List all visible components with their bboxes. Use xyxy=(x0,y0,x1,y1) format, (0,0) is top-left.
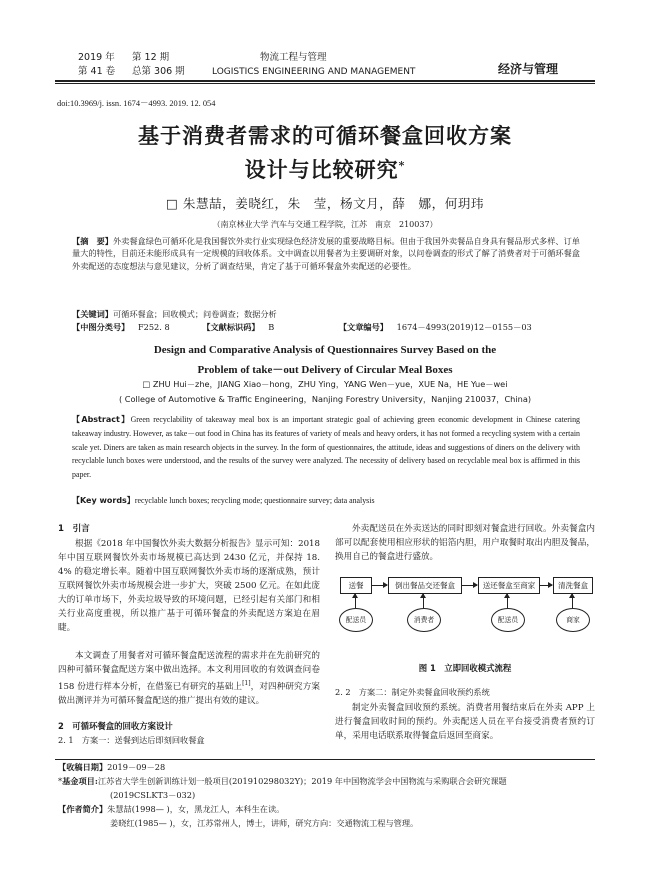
authors: □ 朱慧喆，姜晓红，朱 莹，杨文月，薛 娜，何玥玮 xyxy=(165,196,485,211)
keywords-en xyxy=(72,495,580,507)
figure-1-caption: 图 1 立即回收模式流程 xyxy=(418,663,512,673)
abstract-cn xyxy=(72,235,580,272)
fund-line1: 江苏省大学生创新训练计划一般项目(201910298032Y)；2019 年中国物流学会中国物流与采购联合会研究课题 xyxy=(97,776,507,786)
arrow-3 xyxy=(539,585,552,586)
actor-merchant: 商家 xyxy=(556,608,590,632)
abstract-en-text: Green recyclability of takeaway meal box is an important strategic goal of achieving green economic development in Chinese catering takeaway industry. However, as take－out food in China has its features of variety of meals and heavy orders, it has not formed a recycling system with a certain scale yet. Diners are taken as main research objects in the survey. In the form of questionnaires, the attitude, ideas and suggestions of diners on the delivery with recyclable lunch boxes were understood, and the results of the survey were analyzed. The necessity of delivery based on recyclable meal box is affirmed in this paper. xyxy=(72,415,580,480)
section2-2-heading: 2. 2 方案二：制定外卖餐盒回收预约系统 xyxy=(335,687,490,697)
doc-label: 【文献标识码】 xyxy=(202,322,260,332)
title-en-line1: Design and Comparative Analysis of Questionnaires Survey Based on the xyxy=(153,344,497,356)
received-date: 2019－09－28 xyxy=(107,762,166,772)
fund-label: 基金项目: xyxy=(62,776,98,786)
flow-box-return-box: 倒出餐品交还餐盒 xyxy=(388,577,462,594)
fund-line2: (2019CSLKT3－032) xyxy=(110,790,196,800)
abstract-cn-label: 【摘 要】 xyxy=(72,236,113,246)
footnote-author xyxy=(58,804,284,815)
clc-label: 【中图分类号】 xyxy=(72,322,130,332)
actor-consumer: 消费者 xyxy=(407,608,441,632)
connector-1-head xyxy=(352,593,358,598)
header-journal-en: LOGISTICS ENGINEERING AND MANAGEMENT xyxy=(212,67,416,77)
flow-box-deliver: 送餐 xyxy=(340,577,372,594)
section1-paragraph2-b: ，对四种研究方案做出测评并为可循环餐盒配送的推广提出有效的建议。 xyxy=(58,681,320,706)
fund-star: * xyxy=(58,776,63,786)
title-star: * xyxy=(398,159,406,172)
reference-1: [1] xyxy=(242,680,251,687)
header-journal-cn: 物流工程与管理 xyxy=(260,52,327,63)
section1-paragraph2 xyxy=(58,649,320,708)
keywords-cn-text: 可循环餐盒；回收模式；问卷调查；数据分析 xyxy=(112,309,277,319)
flow-box-send-to-merchant: 送还餐盒至商家 xyxy=(478,577,540,594)
flow-box-wash: 清洗餐盒 xyxy=(553,577,593,594)
footnote-rule xyxy=(55,759,595,760)
abstract-cn-text: 外卖餐盒绿色可循环化是我国餐饮外卖行业实现绿色经济发展的重要战略目标。但由于我国外卖餐品自身具有餐品形式多样、订单量大的特性，目前还未能形成具有一定规模的回收体系。文中调查以用餐者为主要调研对象，以问卷调查的形式了解了消费者对于可循环餐盒外卖配送的态度想法与意见建议，分析了调查结果，肯定了基于可循环餐盒外卖配送的必要性。 xyxy=(72,236,580,271)
actor-courier-1: 配送员 xyxy=(339,608,373,632)
header-issue: 第 12 期 xyxy=(132,52,170,63)
keywords-en-label: 【Key words】 xyxy=(72,496,135,505)
title-line2-text: 设计与比较研究 xyxy=(244,157,399,182)
figure-1 xyxy=(335,568,595,658)
author-line2: 姜晓红(1985— )，女，江苏常州人，博士，讲师，研究方向：交通物流工程与管理。 xyxy=(110,818,419,828)
header-section: 经济与管理 xyxy=(498,62,559,76)
header-volume: 第 41 卷 xyxy=(78,66,116,77)
authors-en: □ ZHU Hui－zhe，JIANG Xiao－hong，ZHU Ying，YANG Wen－yue，XUE Na，HE Yue－wei xyxy=(142,379,508,389)
section1-paragraph1: 根据《2018 年中国餐饮外卖大数据分析报告》显示可知：2018 年中国互联网餐饮外卖市场规模已高达到 2430 亿元，并保持 18. 4% 的稳定增长率。随着中国互联网餐饮外卖市场的逐渐成熟，预计互联网餐饮外卖市场规模会进一步扩大，突破 2500 亿元。在如此庞大的订单市场下，外卖垃圾导致的环境问题，已经引起有关部门和相关行业高度重视，所以推广基于可循环餐盒的外卖配送方案迫在眉睫。 xyxy=(58,539,320,633)
section2-heading: 2 可循环餐盒的回收方案设计 xyxy=(58,721,173,731)
author-line1: 朱慧喆(1998— )，女，黑龙江人，本科生在读。 xyxy=(107,804,285,814)
header-rule-thin xyxy=(55,83,595,84)
section2-1-heading: 2. 1 方案一：送餐到达后即刻回收餐盒 xyxy=(58,735,205,745)
author-label: 【作者简介】 xyxy=(58,804,108,814)
art-label: 【文章编号】 xyxy=(338,322,388,332)
art-number: 1674－4993(2019)12－0155－03 xyxy=(396,322,532,332)
clc-code: F252. 8 xyxy=(137,322,170,332)
header-year: 2019 年 xyxy=(78,52,115,63)
title-line2 xyxy=(0,154,650,184)
abstract-en-label: 【Abstract】 xyxy=(72,415,131,424)
received-label: 【收稿日期】 xyxy=(58,762,108,772)
footnote-received xyxy=(58,762,165,773)
arrow-2 xyxy=(461,585,477,586)
actor-courier-2: 配送员 xyxy=(491,608,525,632)
footnote-fund xyxy=(58,776,598,787)
keywords-en-text: recyclable lunch boxes; recycling mode; questionnaire survey; data analysis xyxy=(134,496,375,505)
right-paragraph1: 外卖配送员在外卖送达的同时即刻对餐盒进行回收。外卖餐盒内部可以配套使用相应形状的铝箔内胆，用户取餐时取出内胆及餐品，换用自己的餐盒进行盛放。 xyxy=(335,524,595,562)
section1-heading: 1 引言 xyxy=(58,524,90,534)
doi: doi:10.3969/j. issn. 1674－4993. 2019. 12. 054 xyxy=(57,99,216,108)
classification-row xyxy=(72,322,580,333)
section1-paragraph2-a: 本文调查了用餐者对可循环餐盒配送流程的需求并在先前研究的四种可循环餐盒配送方案中做出选择。本文利用回收的有效调查问卷 158 份进行样本分析，在借鉴已有研究的基础上 xyxy=(58,651,320,692)
keywords-cn xyxy=(72,308,580,320)
abstract-en xyxy=(72,413,580,482)
title-line1: 基于消费者需求的可循环餐盒回收方案 xyxy=(138,123,512,148)
header-total-issue: 总第 306 期 xyxy=(132,66,185,77)
connector-2-head xyxy=(420,593,426,598)
affiliation-en: ( College of Automotive & Traffic Engineering，Nanjing Forestry University，Nanjing 210037，China) xyxy=(118,394,532,404)
affiliation: （南京林业大学 汽车与交通工程学院，江苏 南京 210037） xyxy=(212,220,438,229)
right-paragraph2: 制定外卖餐盒回收预约系统。消费者用餐结束后在外卖 APP 上进行餐盒回收时间的预约。外卖配送人员在平台接受消费者预约订单，采用电话联系取得餐盒后返回至商家。 xyxy=(335,703,595,741)
header-rule xyxy=(55,80,595,82)
doc-code: B xyxy=(268,322,275,332)
connector-3-head xyxy=(504,593,510,598)
arrow-1 xyxy=(371,585,387,586)
connector-4-head xyxy=(569,593,575,598)
title-en-line2: Problem of take－out Delivery of Circular Meal Boxes xyxy=(197,364,453,376)
keywords-cn-label: 【关键词】 xyxy=(72,309,113,319)
